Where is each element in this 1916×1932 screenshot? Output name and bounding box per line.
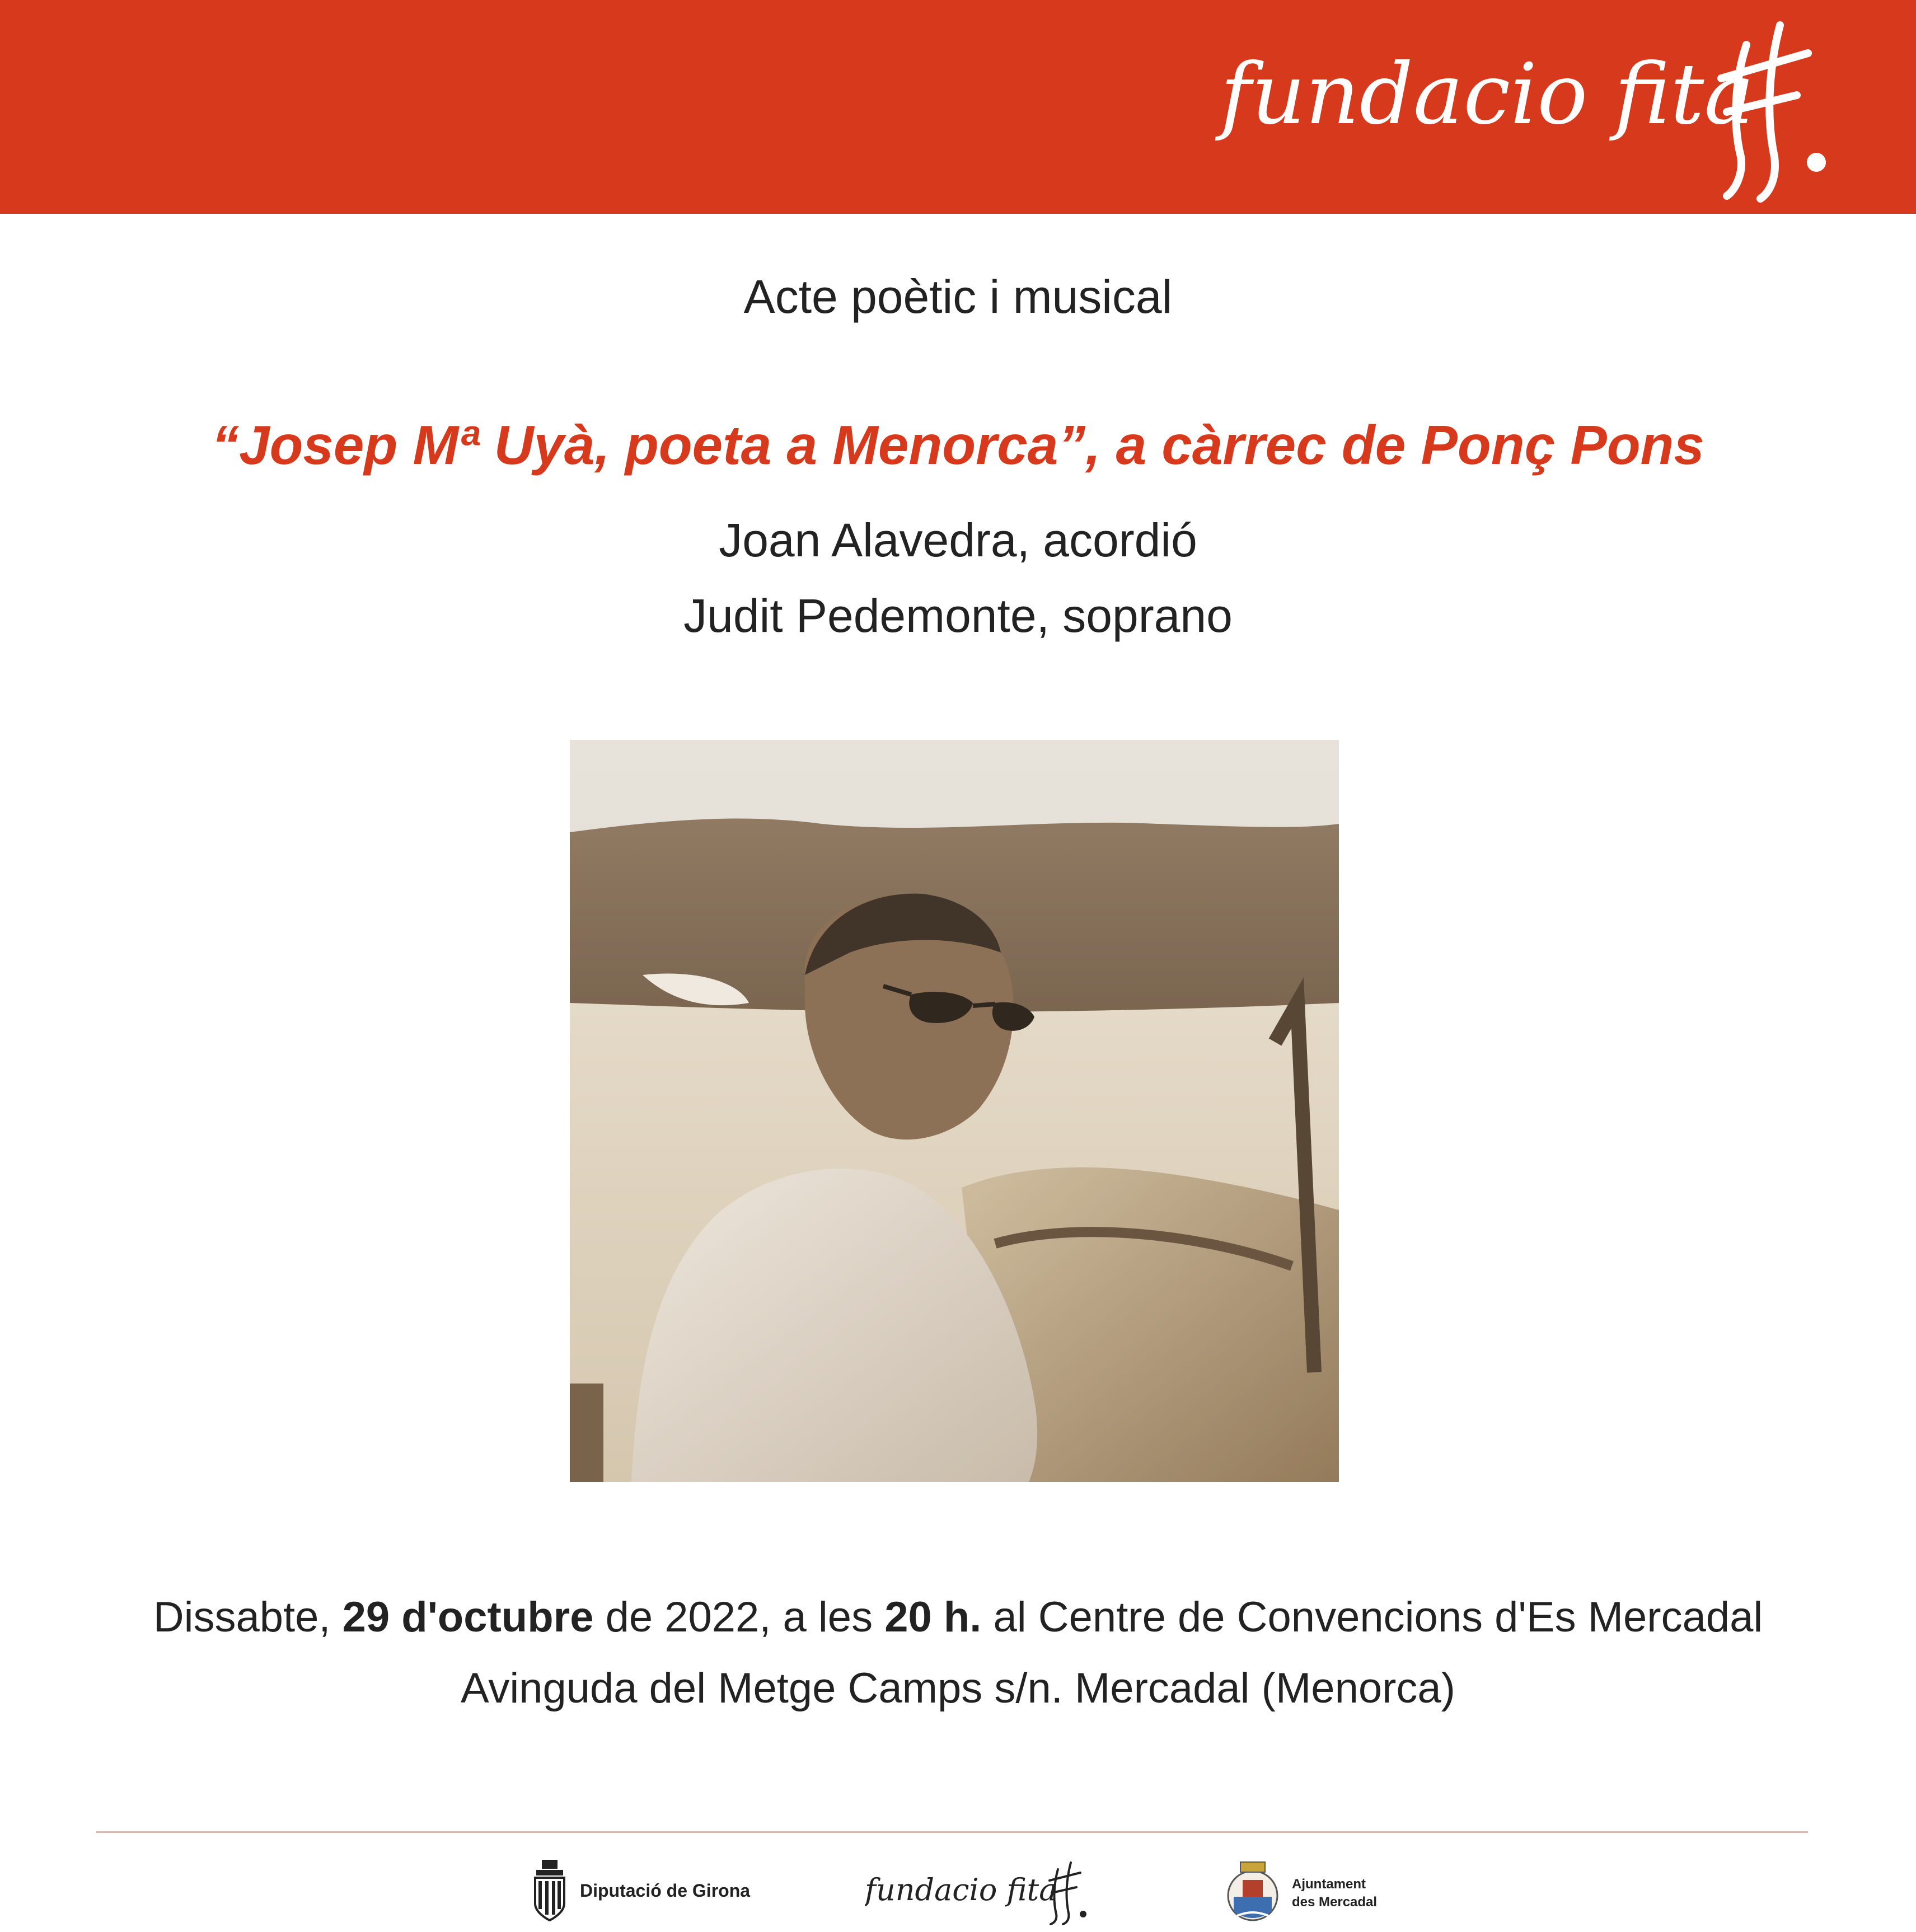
sponsor-diputacio-girona: [532, 1857, 750, 1924]
mercadal-label-line1: Ajuntament: [1292, 1877, 1366, 1892]
fundacio-fita-logo: [1215, 11, 1847, 204]
performer-soprano: Judit Pedemonte, soprano: [683, 589, 1233, 642]
event-address: Avinguda del Metge Camps s/n. Mercadal (Menorca): [461, 1664, 1455, 1712]
logo-text: fundacio fita: [1220, 46, 1754, 143]
event-time: 20 h.: [884, 1593, 982, 1641]
event-venue: al Centre de Convencions d'Es Mercadal: [981, 1593, 1763, 1641]
event-subtitle: Acte poètic i musical: [743, 270, 1173, 323]
mercadal-label: [1292, 1875, 1377, 1911]
portrait-photo: [570, 740, 1339, 1482]
date-year: de 2022, a les: [593, 1593, 885, 1641]
mercadal-label-line2: des Mercadal: [1292, 1895, 1378, 1910]
diputacio-girona-label: Diputació de Girona: [580, 1880, 751, 1901]
mercadal-crest-icon: [1226, 1858, 1280, 1929]
sponsor-ajuntament-mercadal: [1226, 1857, 1377, 1930]
sponsor-fundacio-fita: [865, 1858, 1089, 1925]
girona-crest-icon: [532, 1860, 568, 1921]
event-title: “Josep Mª Uyà, poeta a Menorca”, a càrrec de Ponç Pons: [212, 414, 1704, 476]
performer-accordion: Joan Alavedra, acordió: [719, 514, 1197, 566]
event-date-venue: [0, 1587, 1916, 1648]
date-prefix: Dissabte,: [153, 1593, 343, 1641]
event-date: 29 d'octubre: [342, 1593, 594, 1641]
footer-divider: [96, 1831, 1808, 1833]
header-banner: [0, 0, 1916, 214]
fita-logo-text: fundacio fita: [865, 1872, 1057, 1907]
